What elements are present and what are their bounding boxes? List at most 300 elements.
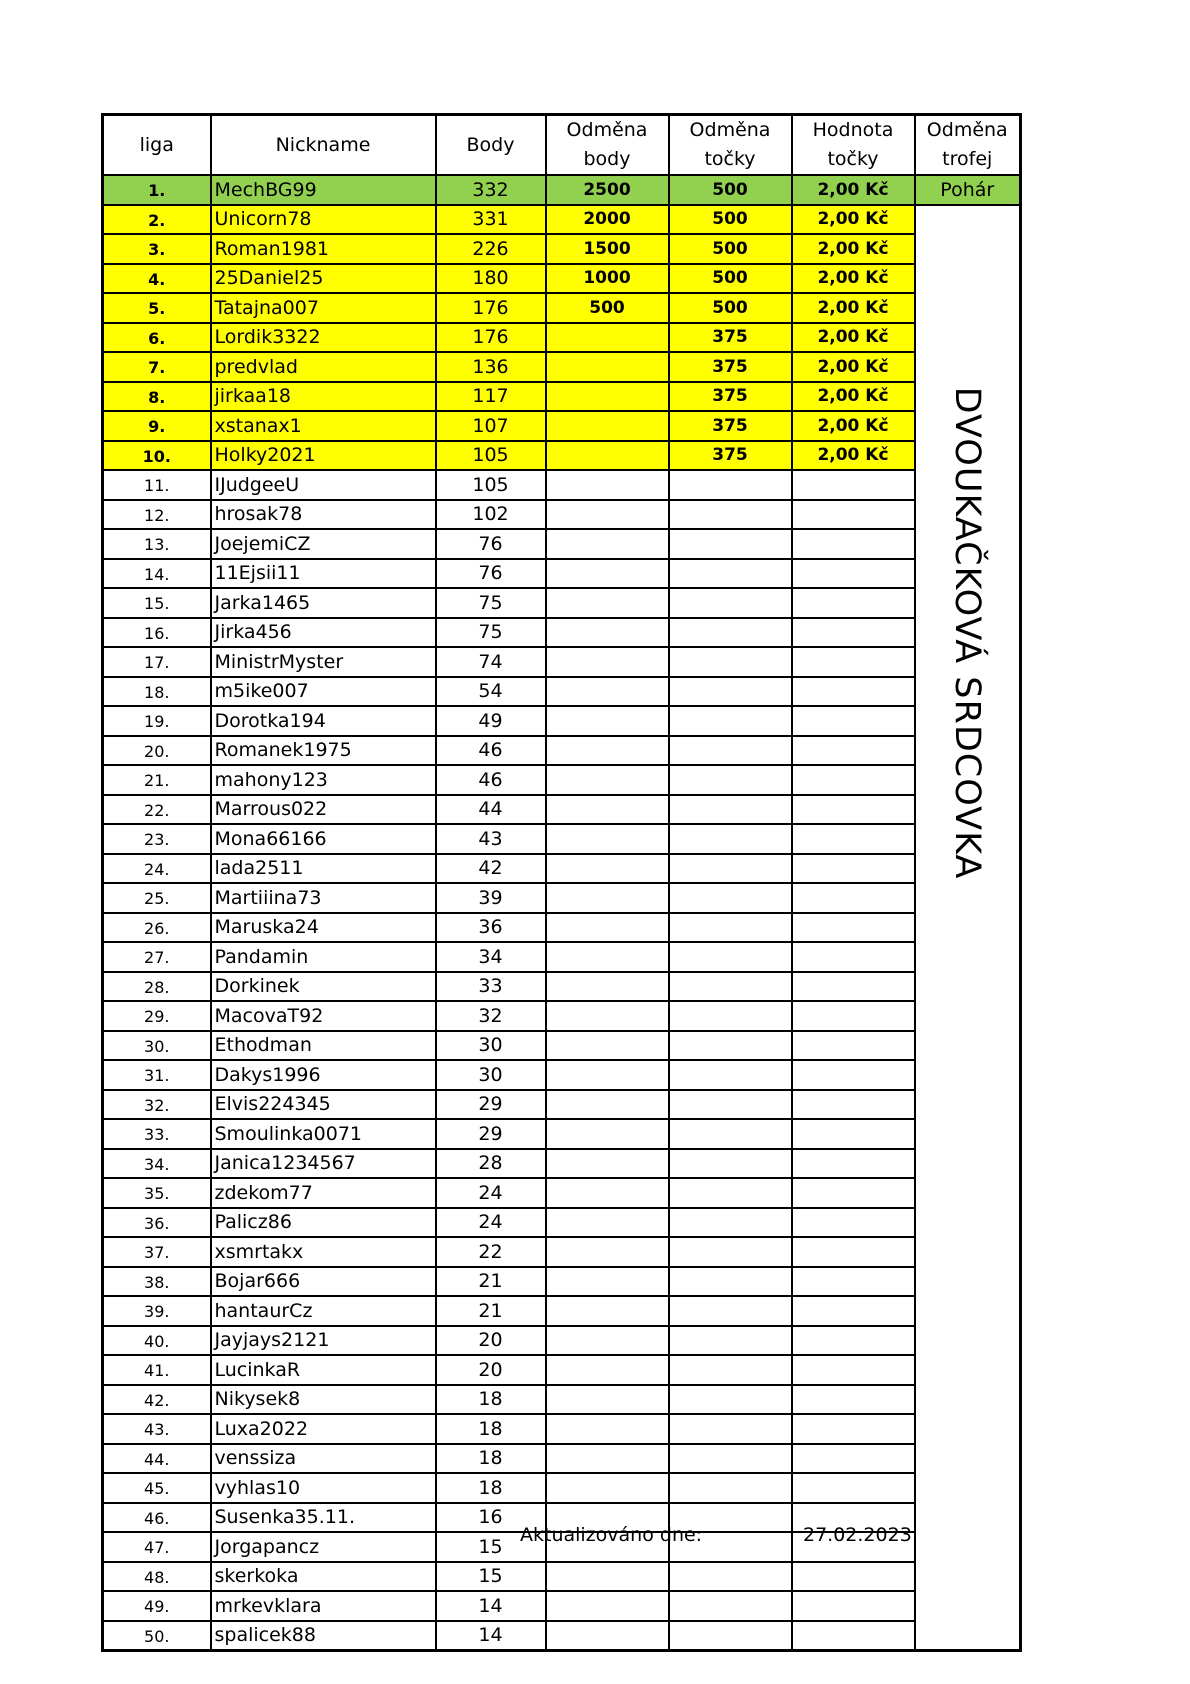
table-row xyxy=(103,1060,1021,1090)
points-cell: 74 xyxy=(436,647,546,677)
nickname-cell: Palicz86 xyxy=(211,1208,436,1238)
nickname-cell: 25Daniel25 xyxy=(211,264,436,294)
value-cell xyxy=(792,1473,915,1503)
nickname-cell: Martiiina73 xyxy=(211,883,436,913)
table-row xyxy=(103,264,1021,294)
rank-cell: 16. xyxy=(103,618,211,648)
value-cell: 2,00 Kč xyxy=(792,264,915,294)
table-row xyxy=(103,382,1021,412)
reward-dots-cell xyxy=(669,706,792,736)
nickname-cell: Mona66166 xyxy=(211,824,436,854)
points-cell: 176 xyxy=(436,323,546,353)
table-row xyxy=(103,1149,1021,1179)
value-cell: 2,00 Kč xyxy=(792,293,915,323)
table-row xyxy=(103,913,1021,943)
rank-cell: 42. xyxy=(103,1385,211,1415)
points-cell: 75 xyxy=(436,618,546,648)
value-cell xyxy=(792,765,915,795)
value-cell xyxy=(792,1562,915,1592)
reward-dots-cell: 375 xyxy=(669,441,792,471)
reward-dots-cell xyxy=(669,795,792,825)
reward-dots-cell xyxy=(669,972,792,1002)
nickname-cell: mrkevklara xyxy=(211,1591,436,1621)
nickname-cell: Roman1981 xyxy=(211,234,436,264)
value-cell: 2,00 Kč xyxy=(792,441,915,471)
value-cell xyxy=(792,795,915,825)
value-cell xyxy=(792,1385,915,1415)
table-row xyxy=(103,1414,1021,1444)
rank-cell: 41. xyxy=(103,1355,211,1385)
table-row xyxy=(103,588,1021,618)
points-cell: 15 xyxy=(436,1532,546,1562)
table-row xyxy=(103,1296,1021,1326)
points-cell: 76 xyxy=(436,559,546,589)
table-row xyxy=(103,529,1021,559)
value-cell xyxy=(792,1060,915,1090)
reward-points-cell xyxy=(546,1385,669,1415)
reward-dots-cell: 375 xyxy=(669,323,792,353)
nickname-cell: Holky2021 xyxy=(211,441,436,471)
rank-cell: 45. xyxy=(103,1473,211,1503)
table-row xyxy=(103,470,1021,500)
trophy-banner-label: DVOUKAČKOVÁ SRDCOVKA xyxy=(947,386,988,879)
rank-cell: 25. xyxy=(103,883,211,913)
nickname-cell: Jayjays2121 xyxy=(211,1326,436,1356)
points-cell: 331 xyxy=(436,205,546,235)
rank-cell: 47. xyxy=(103,1532,211,1562)
reward-dots-cell xyxy=(669,736,792,766)
table-row xyxy=(103,559,1021,589)
trophy-banner-cell xyxy=(915,205,1021,1651)
table-row xyxy=(103,1001,1021,1031)
points-cell: 15 xyxy=(436,1562,546,1592)
nickname-cell: venssiza xyxy=(211,1444,436,1474)
reward-points-cell xyxy=(546,883,669,913)
trophy-cup-cell: Pohár xyxy=(915,175,1021,205)
reward-points-cell xyxy=(546,529,669,559)
reward-points-cell xyxy=(546,1237,669,1267)
table-row xyxy=(103,352,1021,382)
rank-cell: 22. xyxy=(103,795,211,825)
rank-cell: 46. xyxy=(103,1503,211,1533)
header-reward-dots: Odměna točky xyxy=(669,115,792,176)
table-row xyxy=(103,677,1021,707)
reward-dots-cell xyxy=(669,1355,792,1385)
reward-dots-cell xyxy=(669,913,792,943)
nickname-cell: skerkoka xyxy=(211,1562,436,1592)
table-row xyxy=(103,1326,1021,1356)
points-cell: 39 xyxy=(436,883,546,913)
rank-cell: 29. xyxy=(103,1001,211,1031)
nickname-cell: lada2511 xyxy=(211,854,436,884)
points-cell: 20 xyxy=(436,1355,546,1385)
reward-points-cell xyxy=(546,706,669,736)
nickname-cell: m5ike007 xyxy=(211,677,436,707)
reward-points-cell xyxy=(546,1355,669,1385)
reward-dots-cell xyxy=(669,1090,792,1120)
table-row xyxy=(103,1178,1021,1208)
reward-dots-cell: 500 xyxy=(669,234,792,264)
value-cell xyxy=(792,500,915,530)
nickname-cell: Smoulinka0071 xyxy=(211,1119,436,1149)
reward-dots-cell xyxy=(669,1267,792,1297)
reward-points-cell xyxy=(546,1031,669,1061)
points-cell: 42 xyxy=(436,854,546,884)
reward-points-cell xyxy=(546,854,669,884)
rank-cell: 4. xyxy=(103,264,211,294)
points-cell: 180 xyxy=(436,264,546,294)
reward-dots-cell xyxy=(669,1473,792,1503)
rank-cell: 20. xyxy=(103,736,211,766)
reward-points-cell xyxy=(546,470,669,500)
rank-cell: 34. xyxy=(103,1149,211,1179)
points-cell: 76 xyxy=(436,529,546,559)
reward-points-cell xyxy=(546,765,669,795)
table-row xyxy=(103,1621,1021,1651)
rank-cell: 2. xyxy=(103,205,211,235)
rank-cell: 31. xyxy=(103,1060,211,1090)
points-cell: 43 xyxy=(436,824,546,854)
points-cell: 332 xyxy=(436,175,546,205)
reward-points-cell xyxy=(546,559,669,589)
nickname-cell: Nikysek8 xyxy=(211,1385,436,1415)
header-trophy: Odměna trofej xyxy=(915,115,1021,176)
reward-dots-cell xyxy=(669,1178,792,1208)
rank-cell: 17. xyxy=(103,647,211,677)
rank-cell: 7. xyxy=(103,352,211,382)
reward-points-cell xyxy=(546,1473,669,1503)
value-cell xyxy=(792,1591,915,1621)
nickname-cell: Dorotka194 xyxy=(211,706,436,736)
rank-cell: 1. xyxy=(103,175,211,205)
table-row xyxy=(103,1385,1021,1415)
points-cell: 226 xyxy=(436,234,546,264)
nickname-cell: Janica1234567 xyxy=(211,1149,436,1179)
nickname-cell: Marrous022 xyxy=(211,795,436,825)
value-cell xyxy=(792,470,915,500)
nickname-cell: Bojar666 xyxy=(211,1267,436,1297)
table-row xyxy=(103,205,1021,235)
reward-points-cell xyxy=(546,1119,669,1149)
points-cell: 21 xyxy=(436,1296,546,1326)
rank-cell: 15. xyxy=(103,588,211,618)
nickname-cell: Susenka35.11. xyxy=(211,1503,436,1533)
reward-points-cell xyxy=(546,1444,669,1474)
table-row xyxy=(103,175,1021,205)
rank-cell: 38. xyxy=(103,1267,211,1297)
reward-dots-cell xyxy=(669,1591,792,1621)
league-table xyxy=(101,113,1022,1652)
reward-dots-cell: 500 xyxy=(669,205,792,235)
reward-points-cell: 500 xyxy=(546,293,669,323)
table-row xyxy=(103,411,1021,441)
nickname-cell: vyhlas10 xyxy=(211,1473,436,1503)
nickname-cell: jirkaa18 xyxy=(211,382,436,412)
reward-points-cell xyxy=(546,795,669,825)
value-cell xyxy=(792,559,915,589)
header-body: Body xyxy=(436,115,546,176)
reward-points-cell xyxy=(546,1414,669,1444)
points-cell: 18 xyxy=(436,1414,546,1444)
reward-dots-cell xyxy=(669,1119,792,1149)
reward-points-cell xyxy=(546,942,669,972)
value-cell xyxy=(792,588,915,618)
value-cell xyxy=(792,1444,915,1474)
points-cell: 105 xyxy=(436,441,546,471)
value-cell xyxy=(792,1355,915,1385)
reward-dots-cell: 375 xyxy=(669,382,792,412)
nickname-cell: spalicek88 xyxy=(211,1621,436,1651)
reward-points-cell xyxy=(546,1267,669,1297)
nickname-cell: Dorkinek xyxy=(211,972,436,1002)
reward-points-cell xyxy=(546,588,669,618)
header-reward-points: Odměna body xyxy=(546,115,669,176)
reward-dots-cell xyxy=(669,824,792,854)
points-cell: 136 xyxy=(436,352,546,382)
reward-points-cell xyxy=(546,352,669,382)
header-value: Hodnota točky xyxy=(792,115,915,176)
points-cell: 16 xyxy=(436,1503,546,1533)
points-cell: 32 xyxy=(436,1001,546,1031)
nickname-cell: IJudgeeU xyxy=(211,470,436,500)
points-cell: 29 xyxy=(436,1119,546,1149)
reward-points-cell xyxy=(546,1001,669,1031)
reward-dots-cell xyxy=(669,647,792,677)
reward-points-cell xyxy=(546,1208,669,1238)
table-row xyxy=(103,1562,1021,1592)
reward-points-cell xyxy=(546,382,669,412)
rank-cell: 30. xyxy=(103,1031,211,1061)
rank-cell: 8. xyxy=(103,382,211,412)
rank-cell: 35. xyxy=(103,1178,211,1208)
rank-cell: 32. xyxy=(103,1090,211,1120)
rank-cell: 28. xyxy=(103,972,211,1002)
value-cell xyxy=(792,972,915,1002)
points-cell: 18 xyxy=(436,1473,546,1503)
value-cell xyxy=(792,736,915,766)
table-row xyxy=(103,854,1021,884)
table-row xyxy=(103,1090,1021,1120)
nickname-cell: Unicorn78 xyxy=(211,205,436,235)
points-cell: 24 xyxy=(436,1208,546,1238)
reward-dots-cell xyxy=(669,1001,792,1031)
table-row xyxy=(103,706,1021,736)
table-row xyxy=(103,234,1021,264)
reward-dots-cell xyxy=(669,1444,792,1474)
value-cell xyxy=(792,677,915,707)
value-cell: 2,00 Kč xyxy=(792,234,915,264)
rank-cell: 23. xyxy=(103,824,211,854)
value-cell xyxy=(792,1326,915,1356)
points-cell: 33 xyxy=(436,972,546,1002)
rank-cell: 6. xyxy=(103,323,211,353)
reward-dots-cell xyxy=(669,677,792,707)
nickname-cell: MacovaT92 xyxy=(211,1001,436,1031)
value-cell xyxy=(792,1208,915,1238)
nickname-cell: Tatajna007 xyxy=(211,293,436,323)
points-cell: 22 xyxy=(436,1237,546,1267)
reward-dots-cell xyxy=(669,529,792,559)
reward-dots-cell xyxy=(669,1208,792,1238)
header-liga: liga xyxy=(103,115,211,176)
reward-points-cell xyxy=(546,500,669,530)
reward-points-cell: 2500 xyxy=(546,175,669,205)
table-row xyxy=(103,293,1021,323)
value-cell xyxy=(792,1621,915,1651)
nickname-cell: predvlad xyxy=(211,352,436,382)
nickname-cell: hantaurCz xyxy=(211,1296,436,1326)
rank-cell: 48. xyxy=(103,1562,211,1592)
reward-dots-cell xyxy=(669,854,792,884)
points-cell: 117 xyxy=(436,382,546,412)
points-cell: 30 xyxy=(436,1060,546,1090)
value-cell: 2,00 Kč xyxy=(792,205,915,235)
table-row xyxy=(103,1591,1021,1621)
nickname-cell: JoejemiCZ xyxy=(211,529,436,559)
header-nickname: Nickname xyxy=(211,115,436,176)
rank-cell: 43. xyxy=(103,1414,211,1444)
reward-points-cell xyxy=(546,618,669,648)
nickname-cell: Dakys1996 xyxy=(211,1060,436,1090)
reward-points-cell xyxy=(546,1090,669,1120)
points-cell: 44 xyxy=(436,795,546,825)
reward-dots-cell: 500 xyxy=(669,264,792,294)
value-cell xyxy=(792,942,915,972)
reward-dots-cell: 500 xyxy=(669,175,792,205)
points-cell: 107 xyxy=(436,411,546,441)
reward-dots-cell xyxy=(669,765,792,795)
rank-cell: 37. xyxy=(103,1237,211,1267)
rank-cell: 27. xyxy=(103,942,211,972)
table-row xyxy=(103,1473,1021,1503)
points-cell: 34 xyxy=(436,942,546,972)
reward-points-cell xyxy=(546,1178,669,1208)
reward-points-cell xyxy=(546,824,669,854)
points-cell: 102 xyxy=(436,500,546,530)
rank-cell: 18. xyxy=(103,677,211,707)
value-cell xyxy=(792,1237,915,1267)
reward-points-cell xyxy=(546,1149,669,1179)
table-row xyxy=(103,1444,1021,1474)
table-row xyxy=(103,1031,1021,1061)
points-cell: 176 xyxy=(436,293,546,323)
points-cell: 29 xyxy=(436,1090,546,1120)
reward-dots-cell xyxy=(669,588,792,618)
table-row xyxy=(103,765,1021,795)
points-cell: 30 xyxy=(436,1031,546,1061)
reward-points-cell xyxy=(546,1296,669,1326)
reward-dots-cell xyxy=(669,1326,792,1356)
reward-dots-cell: 375 xyxy=(669,411,792,441)
table-row xyxy=(103,618,1021,648)
nickname-cell: Jirka456 xyxy=(211,618,436,648)
reward-points-cell xyxy=(546,441,669,471)
reward-dots-cell xyxy=(669,1237,792,1267)
nickname-cell: xstanax1 xyxy=(211,411,436,441)
reward-points-cell xyxy=(546,647,669,677)
reward-points-cell xyxy=(546,736,669,766)
points-cell: 49 xyxy=(436,706,546,736)
updated-date: 27.02.2023 xyxy=(803,1524,912,1546)
value-cell xyxy=(792,706,915,736)
value-cell xyxy=(792,1414,915,1444)
table-row xyxy=(103,323,1021,353)
points-cell: 18 xyxy=(436,1385,546,1415)
table-row xyxy=(103,1267,1021,1297)
header-row xyxy=(103,115,1021,176)
points-cell: 14 xyxy=(436,1621,546,1651)
value-cell xyxy=(792,1119,915,1149)
value-cell: 2,00 Kč xyxy=(792,175,915,205)
points-cell: 20 xyxy=(436,1326,546,1356)
value-cell xyxy=(792,1001,915,1031)
reward-dots-cell xyxy=(669,1562,792,1592)
nickname-cell: LucinkaR xyxy=(211,1355,436,1385)
reward-dots-cell xyxy=(669,883,792,913)
reward-dots-cell xyxy=(669,942,792,972)
table-row xyxy=(103,647,1021,677)
value-cell: 2,00 Kč xyxy=(792,382,915,412)
table-body xyxy=(103,175,1021,1651)
rank-cell: 12. xyxy=(103,500,211,530)
rank-cell: 40. xyxy=(103,1326,211,1356)
rank-cell: 36. xyxy=(103,1208,211,1238)
points-cell: 24 xyxy=(436,1178,546,1208)
nickname-cell: Pandamin xyxy=(211,942,436,972)
points-cell: 75 xyxy=(436,588,546,618)
rank-cell: 9. xyxy=(103,411,211,441)
rank-cell: 3. xyxy=(103,234,211,264)
value-cell xyxy=(792,1178,915,1208)
rank-cell: 14. xyxy=(103,559,211,589)
nickname-cell: Lordik3322 xyxy=(211,323,436,353)
value-cell xyxy=(792,529,915,559)
table-row xyxy=(103,1355,1021,1385)
reward-points-cell xyxy=(546,913,669,943)
points-cell: 54 xyxy=(436,677,546,707)
table-row xyxy=(103,500,1021,530)
points-cell: 18 xyxy=(436,1444,546,1474)
nickname-cell: Maruska24 xyxy=(211,913,436,943)
nickname-cell: mahony123 xyxy=(211,765,436,795)
points-cell: 28 xyxy=(436,1149,546,1179)
value-cell xyxy=(792,824,915,854)
reward-points-cell: 1500 xyxy=(546,234,669,264)
table-row xyxy=(103,1237,1021,1267)
table-row xyxy=(103,1119,1021,1149)
table-row xyxy=(103,1208,1021,1238)
value-cell xyxy=(792,1267,915,1297)
reward-points-cell xyxy=(546,972,669,1002)
nickname-cell: Jarka1465 xyxy=(211,588,436,618)
value-cell xyxy=(792,854,915,884)
value-cell: 2,00 Kč xyxy=(792,411,915,441)
nickname-cell: 11Ejsii11 xyxy=(211,559,436,589)
table-row xyxy=(103,824,1021,854)
table-row xyxy=(103,736,1021,766)
reward-dots-cell: 500 xyxy=(669,293,792,323)
rank-cell: 5. xyxy=(103,293,211,323)
value-cell xyxy=(792,1296,915,1326)
reward-points-cell xyxy=(546,1621,669,1651)
value-cell xyxy=(792,618,915,648)
reward-dots-cell: 375 xyxy=(669,352,792,382)
points-cell: 46 xyxy=(436,736,546,766)
reward-dots-cell xyxy=(669,1414,792,1444)
value-cell xyxy=(792,1090,915,1120)
reward-dots-cell xyxy=(669,500,792,530)
reward-dots-cell xyxy=(669,1385,792,1415)
